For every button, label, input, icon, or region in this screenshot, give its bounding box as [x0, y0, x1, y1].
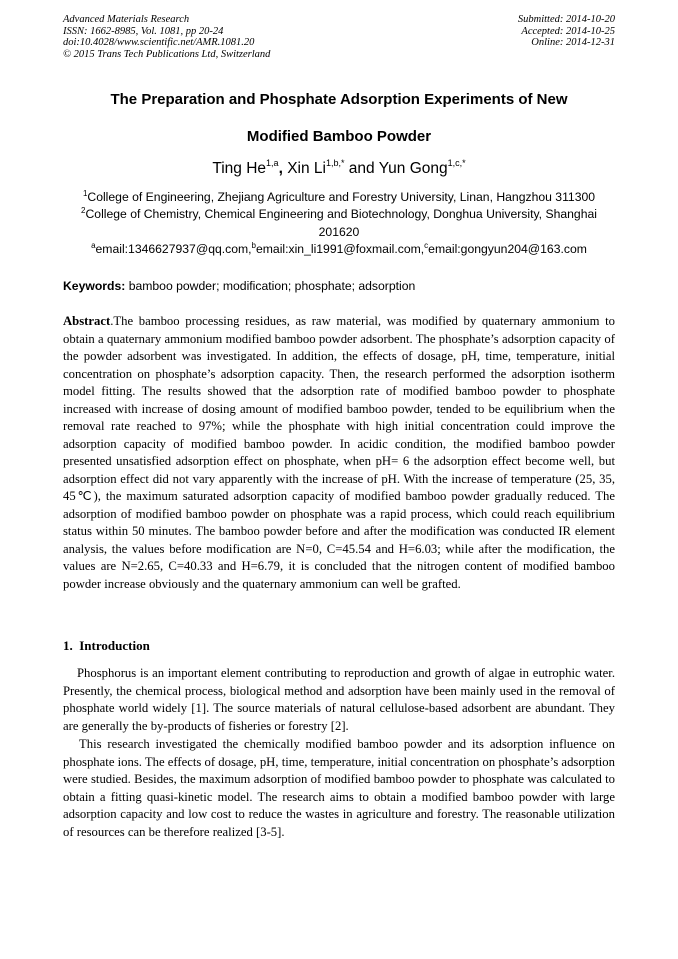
keywords-label: Keywords:: [63, 279, 126, 293]
keywords: [63, 279, 615, 293]
copyright-line: © 2015 Trans Tech Publications Ltd, Switzerland: [63, 48, 271, 60]
affiliation-2-cont: 201620: [318, 225, 360, 239]
paper-title-line1: The Preparation and Phosphate Adsorption Experiments of New: [110, 91, 568, 108]
submitted-date: Submitted: 2014-10-20: [517, 14, 615, 25]
email-text[interactable]: email:gongyun204@163.com: [428, 242, 587, 256]
affiliation-1: [40, 189, 638, 205]
paper-title-line2: Modified Bamboo Powder: [246, 128, 432, 145]
journal-name: Advanced Materials Research: [63, 14, 190, 25]
author-list: [40, 160, 638, 178]
email-sup: a: [91, 241, 96, 250]
affiliation-sup: 1: [82, 189, 88, 198]
journal-header-left: [63, 14, 270, 60]
journal-header-right: [518, 14, 615, 49]
online-date: Online: 2014-12-31: [531, 37, 615, 48]
affiliation-text: College of Engineering, Zhejiang Agriculture and Forestry University, Linan, Hangzhou 311300: [87, 190, 596, 204]
email-sup: c: [424, 241, 429, 250]
author-name: Yun Gong: [378, 160, 448, 177]
affiliation-2: [40, 206, 638, 222]
author-affil-sup: 1,a: [266, 158, 279, 168]
email-text[interactable]: email:1346627937@qq.com,: [95, 242, 252, 256]
affiliation-text: College of Chemistry, Chemical Engineering and Biotechnology, Donghua University, Shanghai: [85, 207, 597, 221]
affiliation-sup: 2: [81, 206, 86, 215]
author-separator: and: [344, 160, 379, 177]
keywords-text: bamboo powder; modification; phosphate; adsorption: [125, 279, 416, 293]
accepted-date: Accepted: 2014-10-25: [521, 25, 615, 37]
abstract-text: .The bamboo processing residues, as raw material, was modified by quaternary ammonium to obtain a quaternary ammonium modified bamboo powder adsorbent. The phosphate’s adsorption capacity of the powder adsorbent was investigated. In addition, the effects of dosage, pH, time, temperature, initial concentration on phosphate’s adsorption capacity. Then, the research performed the adsorption isotherm model fitting. The results showed that the adsorption rate of modified bamboo powder to phosphate increased with increase of dosing amount of modified bamboo powder, tended to be equilibrium when the removal rate reached to 97%; while the phosphate with high initial concentration could improve the adsorption capacity of modified bamboo powder. In acidic condition, the modified bamboo powder presented unsatisfied adsorption effect on phosphate, when pH= 6 the adsorption effect become well, but adsorption effect did not vary apparently with the increase of pH. With the increase of temperature (25, 35, 45℃), the maximum saturated adsorption capacity of modified bamboo powder gradually reduced. The adsorption of modified bamboo powder on phosphate was a rapid process, which could reach equilibrium status within 50 minutes. The bamboo powder before and after the modification was conducted IR element analysis, the values before modification are N=0, C=45.54 and H=6.03; while after the modification, the values are N=2.65, C=40.33 and H=6.79, it is concluded that the nitrogen content of modified bamboo powder increase obviously and the quaternary ammonium can well be grafted.: [63, 314, 615, 591]
author-name: Ting He: [212, 160, 267, 177]
email-line: [40, 241, 638, 257]
doi-line: doi:10.4028/www.scientific.net/AMR.1081.20: [63, 37, 255, 48]
email-sup: b: [251, 241, 256, 250]
author-name: Xin Li: [287, 160, 326, 177]
author-affil-sup: 1,c,*: [447, 158, 466, 168]
author-affil-sup: 1,b,*: [325, 158, 345, 168]
intro-paragraph-2: This research investigated the chemically modified bamboo powder and its adsorption influence on phosphate ions. The effects of dosage, pH, time, temperature, initial concentration on phosphate’s adsorption were studied. Besides, the maximum adsorption of modified bamboo powder to phosphate was calculated to obtain a fitting quasi-kinetic model. The research aims to obtain a modified bamboo powder with large adsorption capacity and low cost to reduce the wastes in agriculture and forestry. The reasonable utilization of resources can be therefore realized [3-5].: [63, 737, 615, 839]
author-separator: ,: [278, 160, 288, 177]
intro-paragraph-1: Phosphorus is an important element contributing to reproduction and growth of algae in eutrophic water. Presently, the chemical process, biological method and adsorption have been mainly used in the removal of phosphate world widely [1]. The source materials of natural cellulose-based adsorbent are abundant. They are generally the by-products of fisheries or forestry [2].: [63, 666, 615, 733]
section-heading-introduction: 1. Introduction: [63, 638, 150, 653]
abstract: [63, 313, 615, 593]
email-text[interactable]: email:xin_li1991@foxmail.com,: [256, 242, 425, 256]
abstract-label: Abstract: [63, 314, 111, 328]
issn-line: ISSN: 1662-8985, Vol. 1081, pp 20-24: [63, 25, 224, 37]
